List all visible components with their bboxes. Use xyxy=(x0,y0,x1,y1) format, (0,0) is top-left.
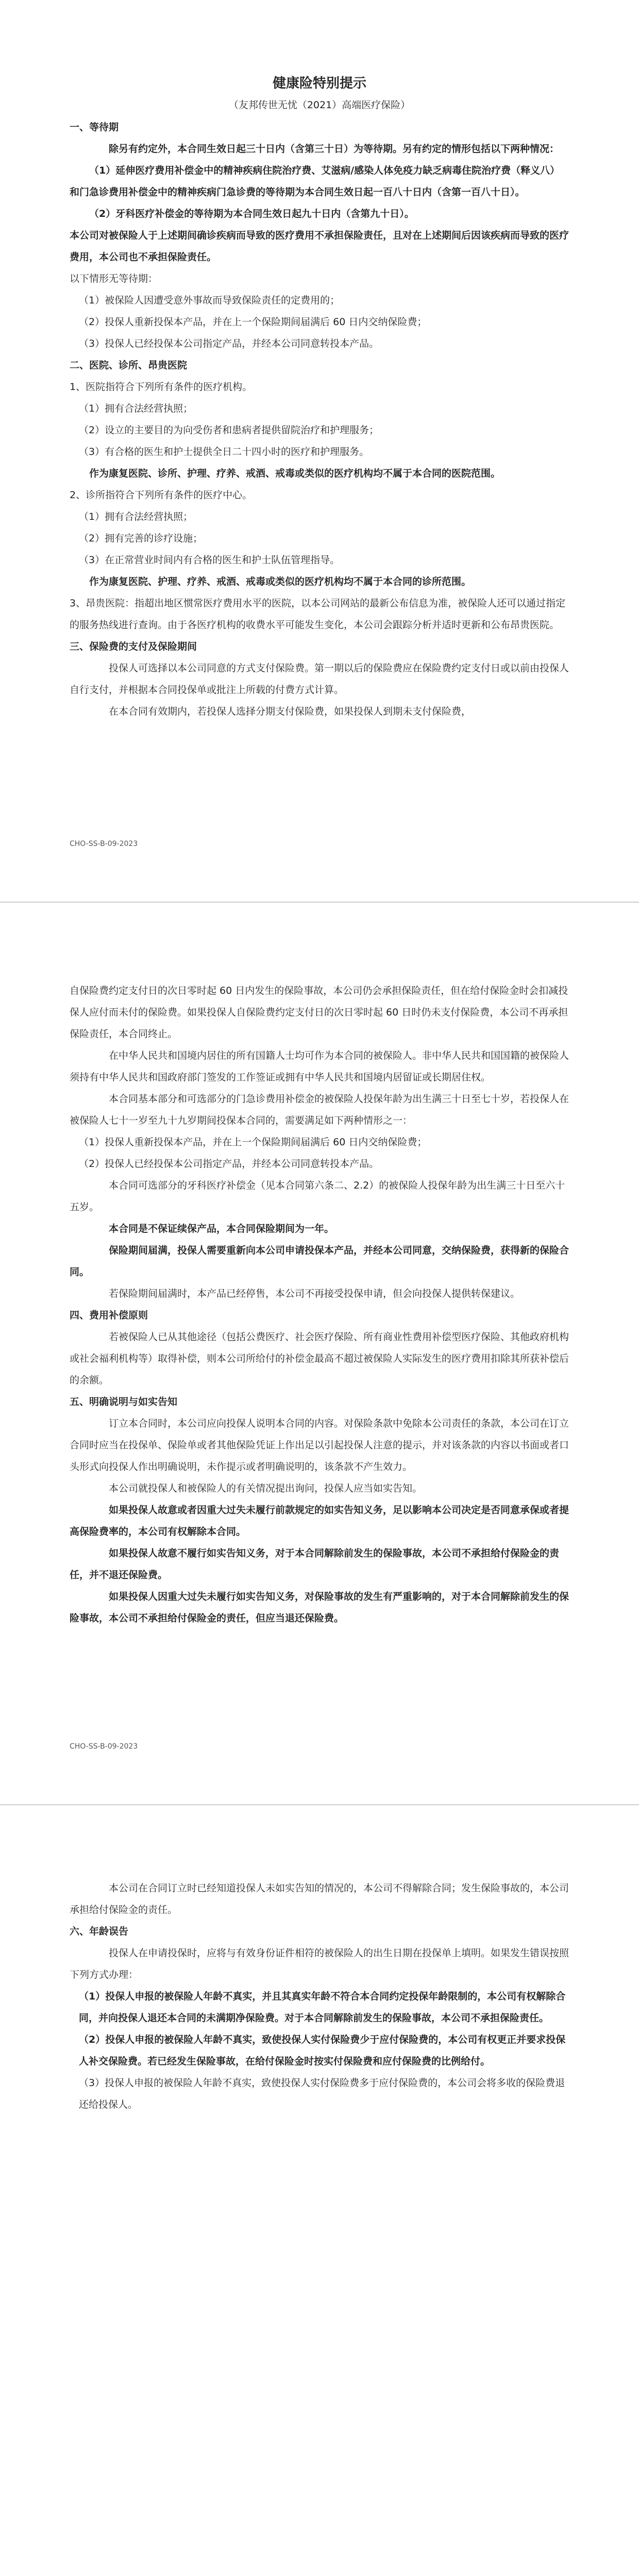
paragraph: 除另有约定外，本合同生效日起三十日内（含第三十日）为等待期。另有约定的情形包括以下两种情况： xyxy=(109,143,560,155)
document-page-1 xyxy=(0,0,639,901)
paragraph: 以下情形无等待期： xyxy=(70,273,158,284)
paragraph: 在中华人民共和国境内居住的所有国籍人士均可作为本合同的被保险人。非中华人民共和国国籍的被保险人须持有中华人民共和国政府部门签发的工作签证或拥有中华人民共和国境内居留证或长期居住权。 xyxy=(70,1050,569,1083)
document-title: 健康险特别提示 xyxy=(272,76,366,91)
page-3-paragraphs xyxy=(70,1877,569,2115)
paragraph: （1）投保人重新投保本产品，并在上一个保险期间届满后 60 日内交纳保险费； xyxy=(79,1137,427,1148)
paragraph: （3）有合格的医生和护士提供全日二十四小时的医疗和护理服务。 xyxy=(79,446,369,457)
paragraph: 自保险费约定支付日的次日零时起 60 日内发生的保险事故，本公司仍会承担保险责任，但在给付保险金时会扣减投保人应付而未付的保险费。如果投保人自保险费约定支付日的次日零时起 60 日时仍未支付保险费，本公司不再承担保险责任，本合同终止。 xyxy=(70,985,568,1040)
section-heading: 二、医院、诊所、昂贵医院 xyxy=(70,360,188,371)
paragraph: 若保险期间届满时，本产品已经停售，本公司不再接受投保申请，但会向投保人提供转保建议。 xyxy=(109,1288,520,1299)
paragraph: 本公司就投保人和被保险人的有关情况提出询问，投保人应当如实告知。 xyxy=(109,1483,423,1494)
document-page-3 xyxy=(0,1805,639,2576)
page-footer-code: CHO-SS-B-09-2023 xyxy=(70,840,138,848)
paragraph: （3）在正常营业时间内有合格的医生和护士队伍管理指导。 xyxy=(79,554,340,566)
paragraph: （2）投保人已经投保本公司指定产品，并经本公司同意转投本产品。 xyxy=(79,1158,379,1170)
paragraph: 在本合同有效期内，若投保人选择分期支付保险费，如果投保人到期未支付保险费， xyxy=(109,706,472,717)
section-heading: 五、明确说明与如实告知 xyxy=(70,1396,178,1408)
page-3-content xyxy=(70,1877,569,2115)
page-1-paragraphs xyxy=(70,116,569,722)
paragraph: （2）牙科医疗补偿金的等待期为本合同生效日起九十日内（含第九十日）。 xyxy=(89,208,414,219)
section-heading: 六、年龄误告 xyxy=(70,1926,129,1937)
paragraph: 投保人可选择以本公司同意的方式支付保险费。第一期以后的保险费应在保险费约定支付日或以前由投保人自行支付，并根据本合同投保单或批注上所载的付费方式计算。 xyxy=(70,663,569,696)
paragraph: 作为康复医院、护理、疗养、戒酒、戒毒或类似的医疗机构均不属于本合同的诊所范围。 xyxy=(89,576,472,587)
paragraph: 订立本合同时，本公司应向投保人说明本合同的内容。对保险条款中免除本公司责任的条款，本公司在订立合同时应当在投保单、保险单或者其他保险凭证上作出足以引起投保人注意的提示，并对该条款的内容以书面或者口头形式向投保人作出明确说明，未作提示或者明确说明的，该条款不产生效力。 xyxy=(70,1418,569,1472)
paragraph: （1）被保险人因遭受意外事故而导致保险责任的定费用的； xyxy=(79,295,340,306)
paragraph: 作为康复医院、诊所、护理、疗养、戒酒、戒毒或类似的医疗机构均不属于本合同的医院范围。 xyxy=(89,468,501,479)
paragraph: （2）投保人重新投保本产品，并在上一个保险期间届满后 60 日内交纳保险费； xyxy=(79,316,427,328)
page-2-paragraphs xyxy=(70,980,569,1629)
section-heading: 四、费用补偿原则 xyxy=(70,1310,148,1321)
paragraph: 2、诊所指符合下列所有条件的医疗中心。 xyxy=(70,489,253,501)
paragraph: （2）设立的主要目的为向受伤者和患病者提供留院治疗和护理服务； xyxy=(79,425,379,436)
document-page-2 xyxy=(0,903,639,1803)
page-1-content xyxy=(70,72,569,722)
paragraph: 本合同可选部分的牙科医疗补偿金（见本合同第六条二、2.2）的被保险人投保年龄为出生满三十日至六十五岁。 xyxy=(70,1180,565,1213)
paragraph: 本合同是不保证续保产品，本合同保险期间为一年。 xyxy=(109,1223,334,1234)
paragraph: （2）投保人申报的被保险人年龄不真实，致使投保人实付保险费少于应付保险费的，本公司有权更正并要求投保人补交保险费。若已经发生保险事故，在给付保险金时按实付保险费和应付保险费的比例给付。 xyxy=(79,2034,566,2067)
section-heading: 一、等待期 xyxy=(70,122,119,133)
paragraph: 若被保险人已从其他途径（包括公费医疗、社会医疗保险、所有商业性费用补偿型医疗保险、其他政府机构或社会福利机构等）取得补偿，则本公司所给付的补偿金最高不超过被保险人实际发生的医疗费用扣除其所获补偿后的余额。 xyxy=(70,1331,569,1386)
paragraph: （1）拥有合法经营执照； xyxy=(79,511,193,522)
paragraph: 如果投保人故意或者因重大过失未履行前款规定的如实告知义务，足以影响本公司决定是否同意承保或者提高保险费率的，本公司有权解除本合同。 xyxy=(70,1504,569,1537)
paragraph: （1）投保人申报的被保险人年龄不真实，并且其真实年龄不符合本合同约定投保年龄限制的，本公司有权解除合同，并向投保人退还本合同的未满期净保险费。对于本合同解除前发生的保险事故，本公司不承担保险责任。 xyxy=(79,1991,566,2024)
paragraph: 投保人在申请投保时，应将与有效身份证件相符的被保险人的出生日期在投保单上填明。如果发生错误按照下列方式办理： xyxy=(70,1947,569,1980)
paragraph: （2）拥有完善的诊疗设施； xyxy=(79,533,203,544)
paragraph: 3、昂贵医院：指超出地区惯常医疗费用水平的医院，以本公司网站的最新公布信息为准，被保险人还可以通过指定的服务热线进行查询。由于各医疗机构的收费水平可能发生变化，本公司会跟踪分析并适时更新和公布昂贵医院。 xyxy=(70,598,566,631)
paragraph: （3）投保人已经投保本公司指定产品，并经本公司同意转投本产品。 xyxy=(79,338,379,349)
page-footer-code: CHO-SS-B-09-2023 xyxy=(70,1742,138,1751)
paragraph: 本公司对被保险人于上述期间确诊疾病而导致的医疗费用不承担保险责任，且对在上述期间后因该疾病而导致的医疗费用，本公司也不承担保险责任。 xyxy=(70,230,569,263)
paragraph: 保险期间届满，投保人需要重新向本公司申请投保本产品，并经本公司同意，交纳保险费，获得新的保险合同。 xyxy=(70,1245,569,1278)
paragraph: （1）拥有合法经营执照； xyxy=(79,403,193,414)
paragraph: 本公司在合同订立时已经知道投保人未如实告知的情况的，本公司不得解除合同；发生保险事故的，本公司承担给付保险金的责任。 xyxy=(70,1883,569,1916)
paragraph: （3）投保人申报的被保险人年龄不真实，致使投保人实付保险费多于应付保险费的，本公司会将多收的保险费退还给投保人。 xyxy=(79,2077,565,2110)
paragraph: 如果投保人故意不履行如实告知义务，对于本合同解除前发生的保险事故，本公司不承担给付保险金的责任，并不退还保险费。 xyxy=(70,1548,560,1581)
page-2-content xyxy=(70,980,569,1629)
document-subtitle: （友邦传世无忧（2021）高端医疗保险） xyxy=(228,99,411,111)
paragraph: 1、医院指符合下列所有条件的医疗机构。 xyxy=(70,381,253,393)
paragraph: 本合同基本部分和可选部分的门急诊费用补偿金的被保险人投保年龄为出生满三十日至七十岁，若投保人在被保险人七十一岁至九十九岁期间投保本合同的，需要满足如下两种情形之一： xyxy=(70,1093,569,1126)
paragraph: 如果投保人因重大过失未履行如实告知义务，对保险事故的发生有严重影响的，对于本合同解除前发生的保险事故，本公司不承担给付保险金的责任，但应当退还保险费。 xyxy=(70,1591,569,1624)
paragraph: （1）延伸医疗费用补偿金中的精神疾病住院治疗费、艾滋病/感染人体免疫力缺乏病毒住院治疗费（释义八）和门急诊费用补偿金中的精神疾病门急诊费的等待期为本合同生效日起一百八十日内（含第一百八十日）。 xyxy=(70,165,560,198)
section-heading: 三、保险费的支付及保险期间 xyxy=(70,641,197,652)
